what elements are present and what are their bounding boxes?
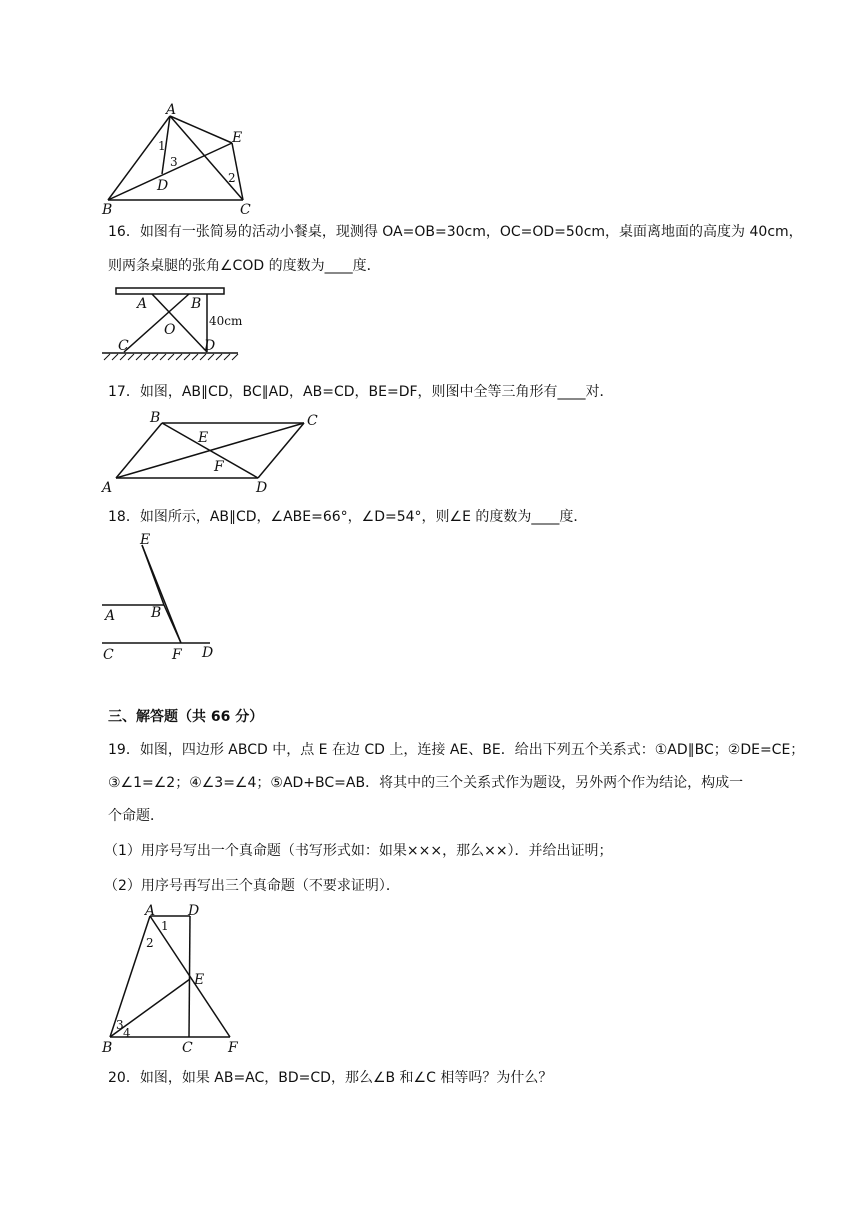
q19-text-line2: ③∠1=∠2；④∠3=∠4；⑤AD+BC=AB．将其中的三个关系式作为题设，另外两个作为结论，构成一 — [108, 775, 744, 791]
label-A: A — [105, 608, 116, 624]
label-B: B — [151, 605, 162, 621]
label-D: D — [204, 338, 216, 354]
figure-q18-svg — [100, 533, 220, 663]
figure-q19 — [100, 903, 245, 1058]
figure-q17-svg — [100, 410, 325, 495]
label-A: A — [137, 296, 148, 312]
figure-q15-svg — [100, 100, 260, 220]
label-B: B — [102, 202, 113, 218]
label-angle-4: 4 — [123, 1026, 131, 1040]
figure-q16 — [100, 282, 245, 367]
label-D: D — [256, 480, 268, 496]
figure-q15 — [100, 100, 260, 220]
label-angle-1: 1 — [161, 919, 169, 933]
label-angle-2: 2 — [228, 171, 236, 185]
label-F: F — [228, 1040, 238, 1056]
label-height: 40cm — [209, 314, 243, 328]
label-O: O — [164, 322, 176, 338]
label-E: E — [140, 532, 151, 548]
label-D: D — [202, 645, 214, 661]
q19-part2: （2）用序号再写出三个真命题（不要求证明）． — [104, 878, 400, 894]
label-B: B — [191, 296, 202, 312]
q19-text-line3: 个命题． — [108, 808, 164, 824]
label-C: C — [103, 647, 114, 663]
label-F: F — [172, 647, 182, 663]
q16-text-line2: 则两条桌腿的张角∠COD 的度数为____度． — [108, 258, 381, 274]
label-C: C — [240, 202, 251, 218]
label-D: D — [188, 903, 200, 919]
label-B: B — [150, 410, 161, 426]
label-C: C — [182, 1040, 193, 1056]
label-angle-2: 2 — [146, 936, 154, 950]
label-A: A — [145, 903, 156, 919]
figure-q16-svg — [100, 282, 245, 367]
label-D: D — [157, 178, 169, 194]
q16-text-line1: 16．如图有一张简易的活动小餐桌，现测得 OA=OB=30cm，OC=OD=50cm，桌面离地面的高度为 40cm， — [108, 224, 803, 240]
label-C: C — [118, 338, 129, 354]
label-angle-3: 3 — [170, 155, 178, 169]
figure-q18 — [100, 533, 220, 663]
q18-text: 18．如图所示，AB∥CD，∠ABE=66°，∠D=54°，则∠E 的度数为____度． — [108, 509, 588, 525]
q19-part1: （1）用序号写出一个真命题（书写形式如：如果×××，那么××）．并给出证明； — [104, 843, 613, 859]
q20-text: 20．如图，如果 AB=AC，BD=CD，那么∠B 和∠C 相等吗？为什么？ — [108, 1070, 553, 1086]
label-E: E — [194, 972, 205, 988]
label-F: F — [214, 459, 224, 475]
label-A: A — [102, 480, 113, 496]
label-angle-1: 1 — [158, 139, 166, 153]
label-E: E — [232, 130, 243, 146]
label-B: B — [102, 1040, 113, 1056]
section-heading: 三、解答题（共 66 分） — [108, 709, 264, 725]
q17-text: 17．如图，AB∥CD，BC∥AD，AB=CD，BE=DF，则图中全等三角形有____对． — [108, 384, 614, 400]
figure-q19-svg — [100, 903, 245, 1058]
label-A: A — [166, 102, 177, 118]
label-angle-3: 3 — [116, 1018, 124, 1032]
figure-q17 — [100, 410, 325, 495]
q19-text-line1: 19．如图，四边形 ABCD 中，点 E 在边 CD 上，连接 AE、BE．给出下列五个关系式：①AD∥BC；②DE=CE； — [108, 742, 805, 758]
label-C: C — [307, 413, 318, 429]
label-E: E — [198, 430, 209, 446]
